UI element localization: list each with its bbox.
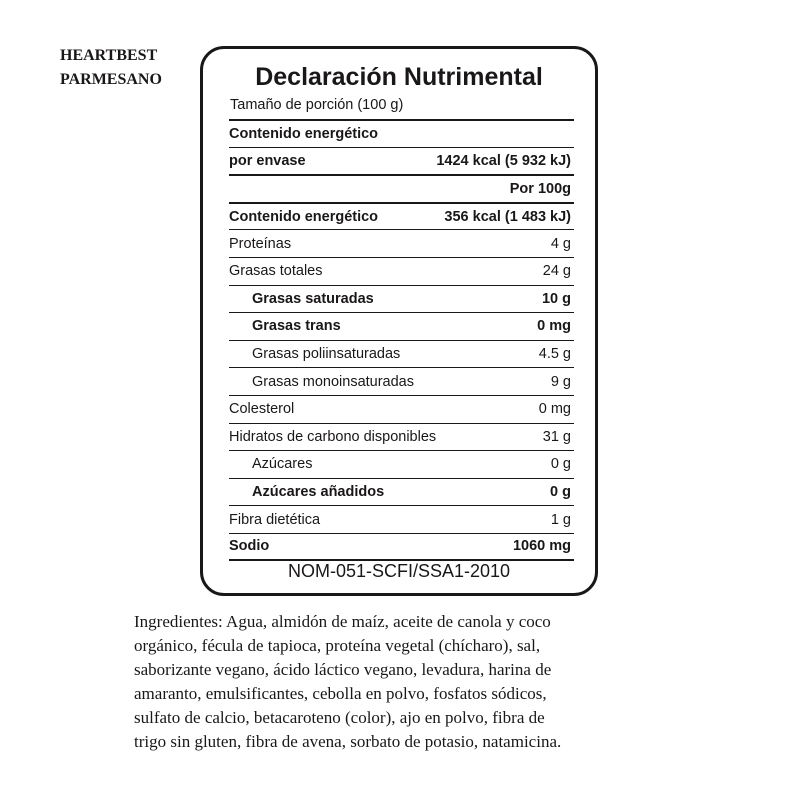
nutrient-label: Azúcares añadidos bbox=[252, 484, 385, 501]
nutrient-value: 4.5 g bbox=[538, 346, 571, 363]
energy-header-row bbox=[229, 119, 574, 147]
nutrient-label: Sodio bbox=[229, 538, 270, 555]
nutrient-value: 0 mg bbox=[538, 401, 571, 418]
nutrient-value: 0 g bbox=[550, 456, 571, 473]
nutrient-row-sugars bbox=[229, 450, 574, 478]
nutrient-label: Grasas totales bbox=[229, 263, 323, 280]
nutrient-row-trans-fat bbox=[229, 312, 574, 340]
ingredients-line: amaranto, emulsificantes, cebolla en polvo, fosfatos sódicos, bbox=[134, 684, 547, 703]
nutrient-label: Proteínas bbox=[229, 235, 292, 252]
nutrient-value: 1060 mg bbox=[512, 538, 571, 555]
nutrient-value: 9 g bbox=[550, 373, 571, 390]
nutrient-label: Grasas monoinsaturadas bbox=[252, 373, 414, 390]
nutrition-table bbox=[229, 119, 574, 561]
nutrient-value: 356 kcal (1 483 kJ) bbox=[444, 208, 571, 225]
nutrient-row-carbohydrates bbox=[229, 423, 574, 451]
regulation-standard: NOM-051-SCFI/SSA1-2010 bbox=[287, 561, 511, 581]
brand-line-1: HEARTBEST bbox=[60, 47, 158, 64]
nutrient-value: 1 g bbox=[550, 511, 571, 528]
nutrient-value: 4 g bbox=[550, 235, 571, 252]
nutrient-row-fiber bbox=[229, 505, 574, 533]
nutrient-label: Azúcares bbox=[252, 456, 313, 473]
per-package-row bbox=[229, 147, 574, 175]
nutrient-label: Colesterol bbox=[229, 401, 295, 418]
ingredients-text bbox=[134, 610, 674, 754]
nutrient-label: Grasas trans bbox=[252, 318, 341, 335]
per-package-label: por envase bbox=[229, 152, 306, 169]
ingredients-line: Ingredientes: Agua, almidón de maíz, aceite de canola y coco bbox=[134, 612, 551, 631]
nutrient-row-added-sugars bbox=[229, 478, 574, 506]
panel-title: Declaración Nutrimental bbox=[255, 63, 543, 91]
ingredients-line: trigo sin gluten, fibra de avena, sorbato de potasio, natamicina. bbox=[134, 732, 562, 751]
nutrient-row-cholesterol bbox=[229, 395, 574, 423]
nutrient-label: Grasas poliinsaturadas bbox=[252, 346, 401, 363]
nutrient-label: Fibra dietética bbox=[229, 511, 321, 528]
nutrition-facts-panel bbox=[200, 46, 598, 596]
nutrient-row-total-fat bbox=[229, 257, 574, 285]
nutrient-row-protein bbox=[229, 229, 574, 257]
nutrient-label: Contenido energético bbox=[229, 208, 379, 225]
per100-header-row bbox=[229, 174, 574, 202]
nutrient-label: Grasas saturadas bbox=[252, 290, 374, 307]
nutrient-value: 24 g bbox=[542, 263, 571, 280]
nutrient-value: 0 g bbox=[550, 484, 571, 501]
nutrient-row-polyunsaturated-fat bbox=[229, 340, 574, 368]
nutrient-value: 31 g bbox=[542, 428, 571, 445]
nutrient-value: 0 mg bbox=[537, 318, 571, 335]
ingredients-line: orgánico, fécula de tapioca, proteína vegetal (chícharo), sal, bbox=[134, 636, 541, 655]
per100-header: Por 100g bbox=[509, 180, 571, 197]
brand-name bbox=[60, 44, 162, 92]
per-package-value: 1424 kcal (5 932 kJ) bbox=[436, 152, 571, 169]
ingredients-line: saborizante vegano, ácido láctico vegano, levadura, harina de bbox=[134, 660, 552, 679]
nutrient-label: Hidratos de carbono disponibles bbox=[229, 428, 437, 445]
brand-line-2: PARMESANO bbox=[60, 71, 162, 88]
nutrient-row-sodium bbox=[229, 533, 574, 561]
nutrient-row-energy bbox=[229, 202, 574, 230]
ingredients-line: sulfato de calcio, betacaroteno (color), ajo en polvo, fibra de bbox=[134, 708, 545, 727]
serving-size: Tamaño de porción (100 g) bbox=[230, 97, 404, 113]
nutrient-row-saturated-fat bbox=[229, 285, 574, 313]
energy-header-label: Contenido energético bbox=[229, 125, 379, 142]
nutrient-value: 10 g bbox=[541, 290, 571, 307]
nutrient-row-monounsaturated-fat bbox=[229, 367, 574, 395]
